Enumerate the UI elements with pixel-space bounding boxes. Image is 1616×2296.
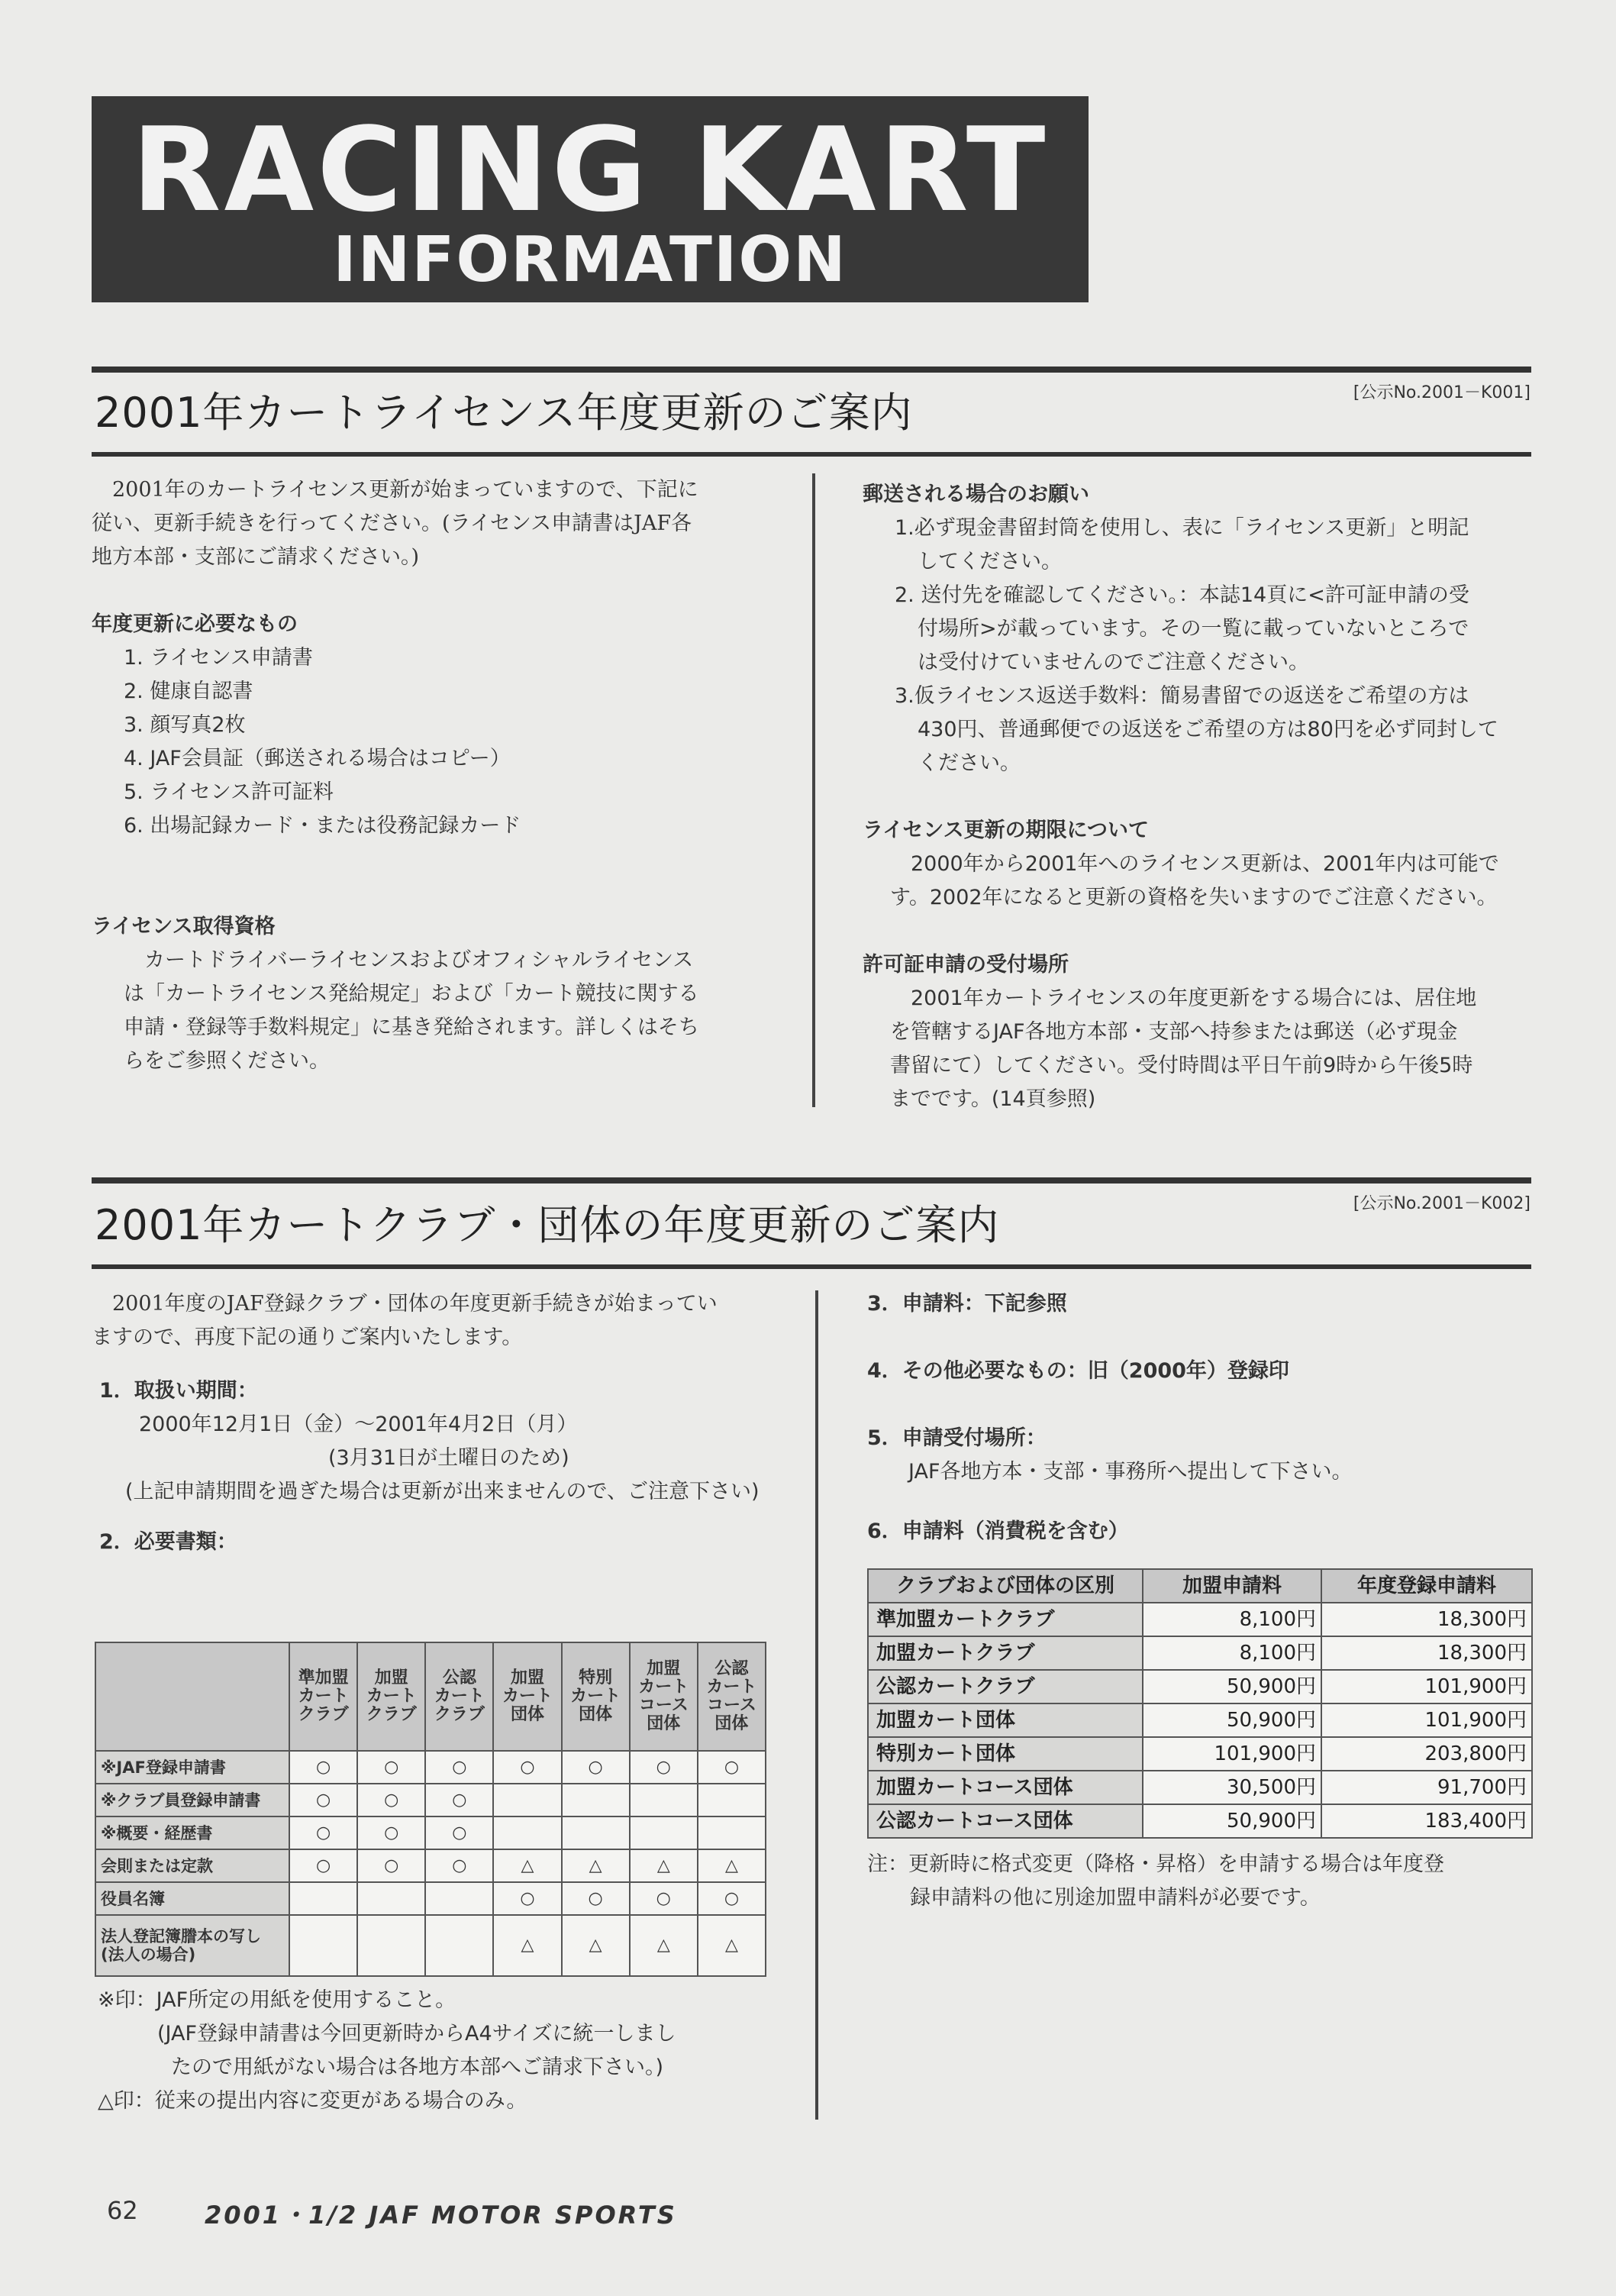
fee-note: [867, 1848, 1539, 1915]
list-item: 1. ライセンス申請書: [124, 646, 313, 670]
table-cell: ○: [425, 1784, 493, 1816]
table-cell: ○: [289, 1751, 357, 1784]
table-cell: ○: [425, 1849, 493, 1882]
table-cell: [425, 1882, 493, 1915]
period-heading: 1．取扱い期間：: [99, 1379, 258, 1403]
table-row: [95, 1816, 766, 1849]
note-line: (JAF登録申請書は今回更新時からA4サイズに統一しまし: [157, 2022, 676, 2046]
table-row: [868, 1737, 1532, 1771]
needs-list: [92, 641, 763, 843]
fee-table: [867, 1568, 1533, 1839]
page-number: 62: [107, 2196, 138, 2225]
table-cell: 8,100円: [1143, 1603, 1321, 1636]
row-label: 加盟カートクラブ: [868, 1636, 1143, 1670]
intro-line: ますので、再度下記の通りご案内いたします。: [92, 1326, 523, 1349]
section2-title: 2001年カートクラブ・団体の年度更新のご案内: [95, 1201, 1000, 1249]
row-label: ※クラブ員登録申請書: [95, 1784, 289, 1816]
table-cell: △: [698, 1849, 766, 1882]
column-header: 特別 カート 団体: [562, 1642, 630, 1751]
table-cell: [357, 1915, 425, 1976]
table-row: [95, 1784, 766, 1816]
text-line: らをご参照ください。: [124, 1049, 330, 1073]
table-cell: [562, 1816, 630, 1849]
column-header: 加盟申請料: [1143, 1569, 1321, 1603]
table-cell: [630, 1784, 698, 1816]
row-label: 会則または定款: [95, 1849, 289, 1882]
table-cell: 50,900円: [1143, 1804, 1321, 1838]
table-row: [868, 1703, 1532, 1737]
intro-line: 地方本部・支部にご請求ください。): [92, 545, 420, 569]
table-row: [868, 1804, 1532, 1838]
period-text: [92, 1408, 779, 1509]
banner-subtitle: INFORMATION: [333, 224, 847, 296]
list-item: 3. 顔写真2枚: [124, 713, 246, 737]
table-cell: [698, 1816, 766, 1849]
section1-top-rule: [92, 367, 1531, 373]
table-cell: 101,900円: [1143, 1737, 1321, 1771]
section2-left-column: [92, 1287, 779, 1559]
table-corner: [95, 1642, 289, 1751]
section2-column-divider: [815, 1290, 818, 2120]
text-line: す。2002年になると更新の資格を失いますのでご注意ください。: [890, 886, 1498, 909]
table-cell: ○: [425, 1816, 493, 1849]
table-cell: 183,400円: [1321, 1804, 1532, 1838]
row-label: 公認カートコース団体: [868, 1804, 1143, 1838]
text-line: 申請・登録等手数料規定」に基き発給されます。詳しくはそち: [124, 1016, 699, 1039]
text-line: (上記申請期間を過ぎた場合は更新が出来ませんので、ご注意下さい): [125, 1480, 760, 1503]
table-row: [868, 1771, 1532, 1804]
banner: [92, 96, 1089, 302]
intro-line: 2001年のカートライセンス更新が始まっていますので、下記に: [112, 478, 698, 502]
note-line: ※印：JAF所定の用紙を使用すること。: [98, 1988, 456, 2012]
row-label: 法人登記簿謄本の写し (法人の場合): [95, 1915, 289, 1976]
table-cell: ○: [289, 1849, 357, 1882]
table-cell: △: [562, 1915, 630, 1976]
magazine-name: 2001・1/2 JAF MOTOR SPORTS: [205, 2201, 677, 2230]
list-item-cont: 430円、普通郵便での返送をご希望の方は80円を必ず同封して: [918, 718, 1498, 741]
table-cell: 18,300円: [1321, 1636, 1532, 1670]
section1-notice: [公示No.2001－K001]: [1353, 383, 1531, 402]
section2-top-rule: [92, 1177, 1531, 1184]
apply-text: JAF各地方本・支部・事務所へ提出して下さい。: [908, 1460, 1353, 1484]
table-cell: △: [698, 1915, 766, 1976]
text-line: 2000年から2001年へのライセンス更新は、2001年内は可能で: [911, 852, 1499, 876]
column-header: 公認 カート コース 団体: [698, 1642, 766, 1751]
list-item-cont: は受付けていませんのでご注意ください。: [918, 651, 1309, 674]
table-cell: ○: [562, 1751, 630, 1784]
table-cell: 203,800円: [1321, 1737, 1532, 1771]
note-line: 注：更新時に格式変更（降格・昇格）を申請する場合は年度登: [867, 1852, 1444, 1876]
needs-heading: 年度更新に必要なもの: [92, 612, 298, 636]
table-cell: [698, 1784, 766, 1816]
section1-intro: [92, 473, 763, 574]
row-label: 準加盟カートクラブ: [868, 1603, 1143, 1636]
table-cell: ○: [289, 1784, 357, 1816]
table-cell: 91,700円: [1321, 1771, 1532, 1804]
docs-heading: 2．必要書類：: [99, 1530, 237, 1554]
text-line: (3月31日が土曜日のため): [328, 1446, 569, 1470]
text-line: カートドライバーライセンスおよびオフィシャルライセンス: [144, 948, 694, 972]
section2-right-column: [867, 1287, 1539, 1548]
table-row: [95, 1882, 766, 1915]
text-line: 2000年12月1日（金）～2001年4月2日（月）: [139, 1413, 578, 1436]
column-header: クラブおよび団体の区別: [868, 1569, 1143, 1603]
section1-title: 2001年カートライセンス年度更新のご案内: [95, 389, 913, 437]
table-cell: 101,900円: [1321, 1703, 1532, 1737]
deadline-text: [863, 848, 1542, 915]
text-line: までです。(14頁参照): [890, 1087, 1096, 1111]
table-row: [868, 1670, 1532, 1703]
table-cell: [289, 1882, 357, 1915]
column-header: 加盟 カート 団体: [493, 1642, 561, 1751]
table-cell: ○: [357, 1751, 425, 1784]
table-row: [868, 1603, 1532, 1636]
section1-right-column: [863, 478, 1542, 1116]
table-cell: △: [630, 1915, 698, 1976]
apply-heading: 5．申請受付場所：: [867, 1426, 1047, 1450]
table-cell: ○: [630, 1751, 698, 1784]
section2-bottom-rule: [92, 1264, 1531, 1269]
table-cell: ○: [698, 1751, 766, 1784]
table-header-row: [868, 1569, 1532, 1603]
table-cell: [493, 1784, 561, 1816]
column-header: 加盟 カート クラブ: [357, 1642, 425, 1751]
table-cell: 30,500円: [1143, 1771, 1321, 1804]
section1-column-divider: [812, 473, 815, 1107]
table-header-row: [95, 1642, 766, 1751]
row-label: ※概要・経歴書: [95, 1816, 289, 1849]
other-heading: 4．その他必要なもの：旧（2000年）登録印: [867, 1359, 1289, 1383]
doc-notes: [98, 1984, 785, 2118]
table-cell: ○: [289, 1816, 357, 1849]
table-cell: ○: [698, 1882, 766, 1915]
table-cell: [493, 1816, 561, 1849]
fee-table-heading: 6．申請料（消費税を含む）: [867, 1519, 1129, 1543]
banner-title: RACING KART: [131, 102, 1049, 237]
section1-bottom-rule: [92, 452, 1531, 457]
column-header: 準加盟 カート クラブ: [289, 1642, 357, 1751]
table-cell: ○: [357, 1849, 425, 1882]
intro-line: 2001年度のJAF登録クラブ・団体の年度更新手続きが始まってい: [112, 1292, 718, 1316]
note-line: △印：従来の提出内容に変更がある場合のみ。: [98, 2089, 527, 2113]
note-line: 録申請料の他に別途加盟申請料が必要です。: [910, 1886, 1321, 1910]
list-item: 6. 出場記録カード・または役務記録カード: [124, 814, 521, 838]
table-cell: △: [493, 1915, 561, 1976]
table-cell: 50,900円: [1143, 1670, 1321, 1703]
table-cell: ○: [493, 1751, 561, 1784]
text-line: 2001年カートライセンスの年度更新をする場合には、居住地: [911, 987, 1477, 1010]
row-label: 加盟カート団体: [868, 1703, 1143, 1737]
list-item-cont: 付場所>が載っています。その一覧に載っていないところで: [918, 617, 1469, 641]
table-cell: 101,900円: [1321, 1670, 1532, 1703]
table-row: [95, 1849, 766, 1882]
section1-left-column: [92, 473, 763, 1078]
table-cell: 50,900円: [1143, 1703, 1321, 1737]
deadline-heading: ライセンス更新の期限について: [863, 819, 1150, 842]
row-label: 役員名簿: [95, 1882, 289, 1915]
required-documents-table: [95, 1642, 766, 1977]
column-header: 加盟 カート コース 団体: [630, 1642, 698, 1751]
row-label: 加盟カートコース団体: [868, 1771, 1143, 1804]
mail-list: [863, 512, 1542, 780]
table-cell: ○: [562, 1882, 630, 1915]
qual-text: [92, 944, 763, 1078]
table-cell: [562, 1784, 630, 1816]
table-cell: △: [630, 1849, 698, 1882]
table-cell: ○: [630, 1882, 698, 1915]
table-cell: [357, 1882, 425, 1915]
text-line: を管轄するJAF各地方本部・支部へ持参または郵送（必ず現金: [890, 1020, 1458, 1044]
table-cell: 8,100円: [1143, 1636, 1321, 1670]
section2-intro: [92, 1287, 779, 1355]
row-label: ※JAF登録申請書: [95, 1751, 289, 1784]
table-cell: [289, 1915, 357, 1976]
table-cell: △: [562, 1849, 630, 1882]
note-line: たので用紙がない場合は各地方本部へご請求下さい。): [171, 2055, 664, 2079]
table-cell: ○: [425, 1751, 493, 1784]
list-item: 5. ライセンス許可証料: [124, 780, 334, 804]
list-item: 4. JAF会員証（郵送される場合はコピー）: [124, 747, 511, 770]
mail-heading: 郵送される場合のお願い: [863, 483, 1089, 506]
text-line: は「カートライセンス発給規定」および「カート競技に関する: [124, 982, 699, 1006]
table-cell: △: [493, 1849, 561, 1882]
table-cell: ○: [357, 1816, 425, 1849]
table-row: [868, 1636, 1532, 1670]
list-item: 3.仮ライセンス返送手数料：簡易書留での返送をご希望の方は: [895, 684, 1469, 708]
table-cell: ○: [493, 1882, 561, 1915]
section2-notice: [公示No.2001－K002]: [1353, 1194, 1531, 1213]
column-header: 年度登録申請料: [1321, 1569, 1532, 1603]
text-line: 書留にて）してください。受付時間は平日午前9時から午後5時: [890, 1054, 1473, 1077]
list-item: 2. 送付先を確認してください。：本誌14頁に<許可証申請の受: [895, 583, 1469, 607]
place-text: [863, 982, 1542, 1116]
row-label: 特別カート団体: [868, 1737, 1143, 1771]
table-row: [95, 1751, 766, 1784]
table-cell: [630, 1816, 698, 1849]
list-item-cont: してください。: [918, 550, 1062, 573]
column-header: 公認 カート クラブ: [425, 1642, 493, 1751]
qual-heading: ライセンス取得資格: [92, 915, 276, 938]
intro-line: 従い、更新手続きを行ってください。(ライセンス申請書はJAF各: [92, 512, 692, 535]
table-row: [95, 1915, 766, 1976]
list-item: 1.必ず現金書留封筒を使用し、表に「ライセンス更新」と明記: [895, 516, 1469, 540]
table-cell: [425, 1915, 493, 1976]
place-heading: 許可証申請の受付場所: [863, 953, 1069, 977]
list-item: 2. 健康自認書: [124, 680, 253, 703]
table-cell: ○: [357, 1784, 425, 1816]
list-item-cont: ください。: [918, 751, 1021, 775]
fee-heading: 3．申請料：下記参照: [867, 1292, 1067, 1316]
table-cell: 18,300円: [1321, 1603, 1532, 1636]
row-label: 公認カートクラブ: [868, 1670, 1143, 1703]
